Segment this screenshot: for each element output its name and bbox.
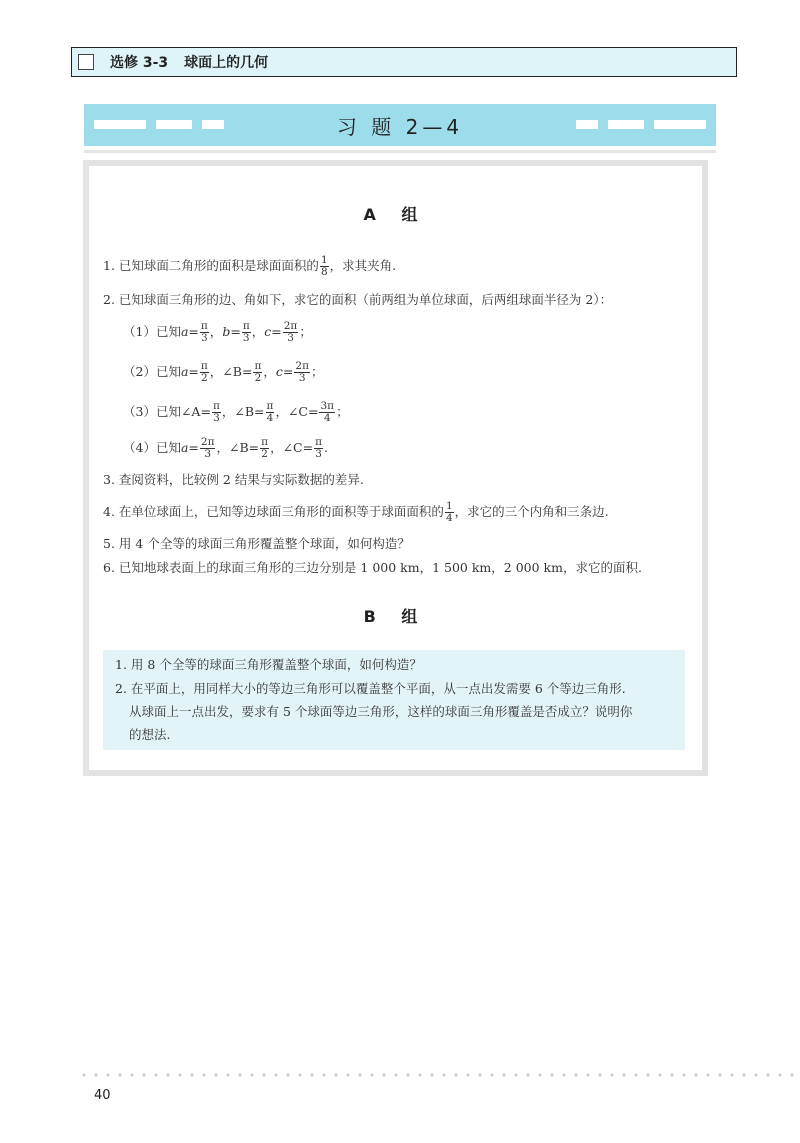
title-deco-bar xyxy=(576,120,598,129)
a-question-2: 2. 已知球面三角形的边、角如下，求它的面积（前两组为单位球面，后两组球面半径为 2）： xyxy=(103,292,613,307)
b-question-2-line-3: 的想法. xyxy=(129,727,171,742)
b-question-2-line-2: 从球面上一点出发，要求有 5 个球面等边三角形，这样的球面三角形覆盖是否成立？说明你 xyxy=(129,704,633,719)
header-title: 球面上的几何 xyxy=(184,55,269,71)
a-question-1: 1. 已知球面二角形的面积是球面面积的 $\frac{1}{8}$ ，求其夹角. xyxy=(103,254,397,278)
fraction: $\frac{1}{4}$ xyxy=(445,500,453,524)
fraction: $\frac{1}{8}$ xyxy=(320,254,328,278)
title-deco-bar xyxy=(94,120,146,129)
group-a-heading: A 组 xyxy=(363,205,428,224)
exercise-card xyxy=(89,166,702,770)
page-number: 40 xyxy=(94,1088,111,1103)
title-deco-bar xyxy=(156,120,192,129)
a-question-3: 3. 查阅资料，比较例 2 结果与实际数据的差异. xyxy=(103,472,364,487)
title-deco-bar xyxy=(202,120,224,129)
exercise-title: 习 题 2—4 xyxy=(336,114,464,139)
a-question-2-4: （4）已知a= $\frac{2\pi}{3}$ ，∠B= $\frac{\pi}{2}$ ，∠C= $\frac{\pi}{3}$ . xyxy=(123,436,328,460)
a-question-2-1: （1）已知a= $\frac{\pi}{3}$ ，b= $\frac{\pi}{3}$ ，c= $\frac{2\pi}{3}$ ； xyxy=(123,320,312,344)
chapter-header xyxy=(71,47,737,77)
group-b-box xyxy=(103,650,685,750)
footer-dotted-line xyxy=(78,1073,800,1077)
title-deco-bar xyxy=(608,120,644,129)
a-question-2-2: （2）已知a= $\frac{\pi}{2}$ ，∠B= $\frac{\pi}{2}$ ，c= $\frac{2\pi}{3}$ ； xyxy=(123,360,324,384)
header-series: 选修 3-3 xyxy=(110,55,169,71)
group-b-heading: B 组 xyxy=(363,607,428,626)
header-text xyxy=(110,52,268,72)
b-question-2-line-1: 2. 在平面上，用同样大小的等边三角形可以覆盖整个平面，从一点出发需要 6 个等边三角形. xyxy=(115,681,626,696)
a-question-6: 6. 已知地球表面上的球面三角形的三边分别是 1 000 km，1 500 km，2 000 km，求它的面积. xyxy=(103,560,642,575)
a-question-4: 4. 在单位球面上，已知等边球面三角形的面积等于球面面积的 $\frac{1}{4}$ ，求它的三个内角和三条边. xyxy=(103,500,609,524)
b-question-1: 1. 用 8 个全等的球面三角形覆盖整个球面，如何构造？ xyxy=(115,657,422,672)
title-deco-bar xyxy=(654,120,706,129)
a-question-5: 5. 用 4 个全等的球面三角形覆盖整个球面，如何构造？ xyxy=(103,536,410,551)
exercise-title-bar xyxy=(84,104,716,146)
a-question-2-3: （3）已知∠A= $\frac{\pi}{3}$ ，∠B= $\frac{\pi}{4}$ ，∠C= $\frac{3\pi}{4}$ ； xyxy=(123,400,349,424)
header-square-icon xyxy=(78,54,94,70)
title-underline xyxy=(84,150,716,153)
